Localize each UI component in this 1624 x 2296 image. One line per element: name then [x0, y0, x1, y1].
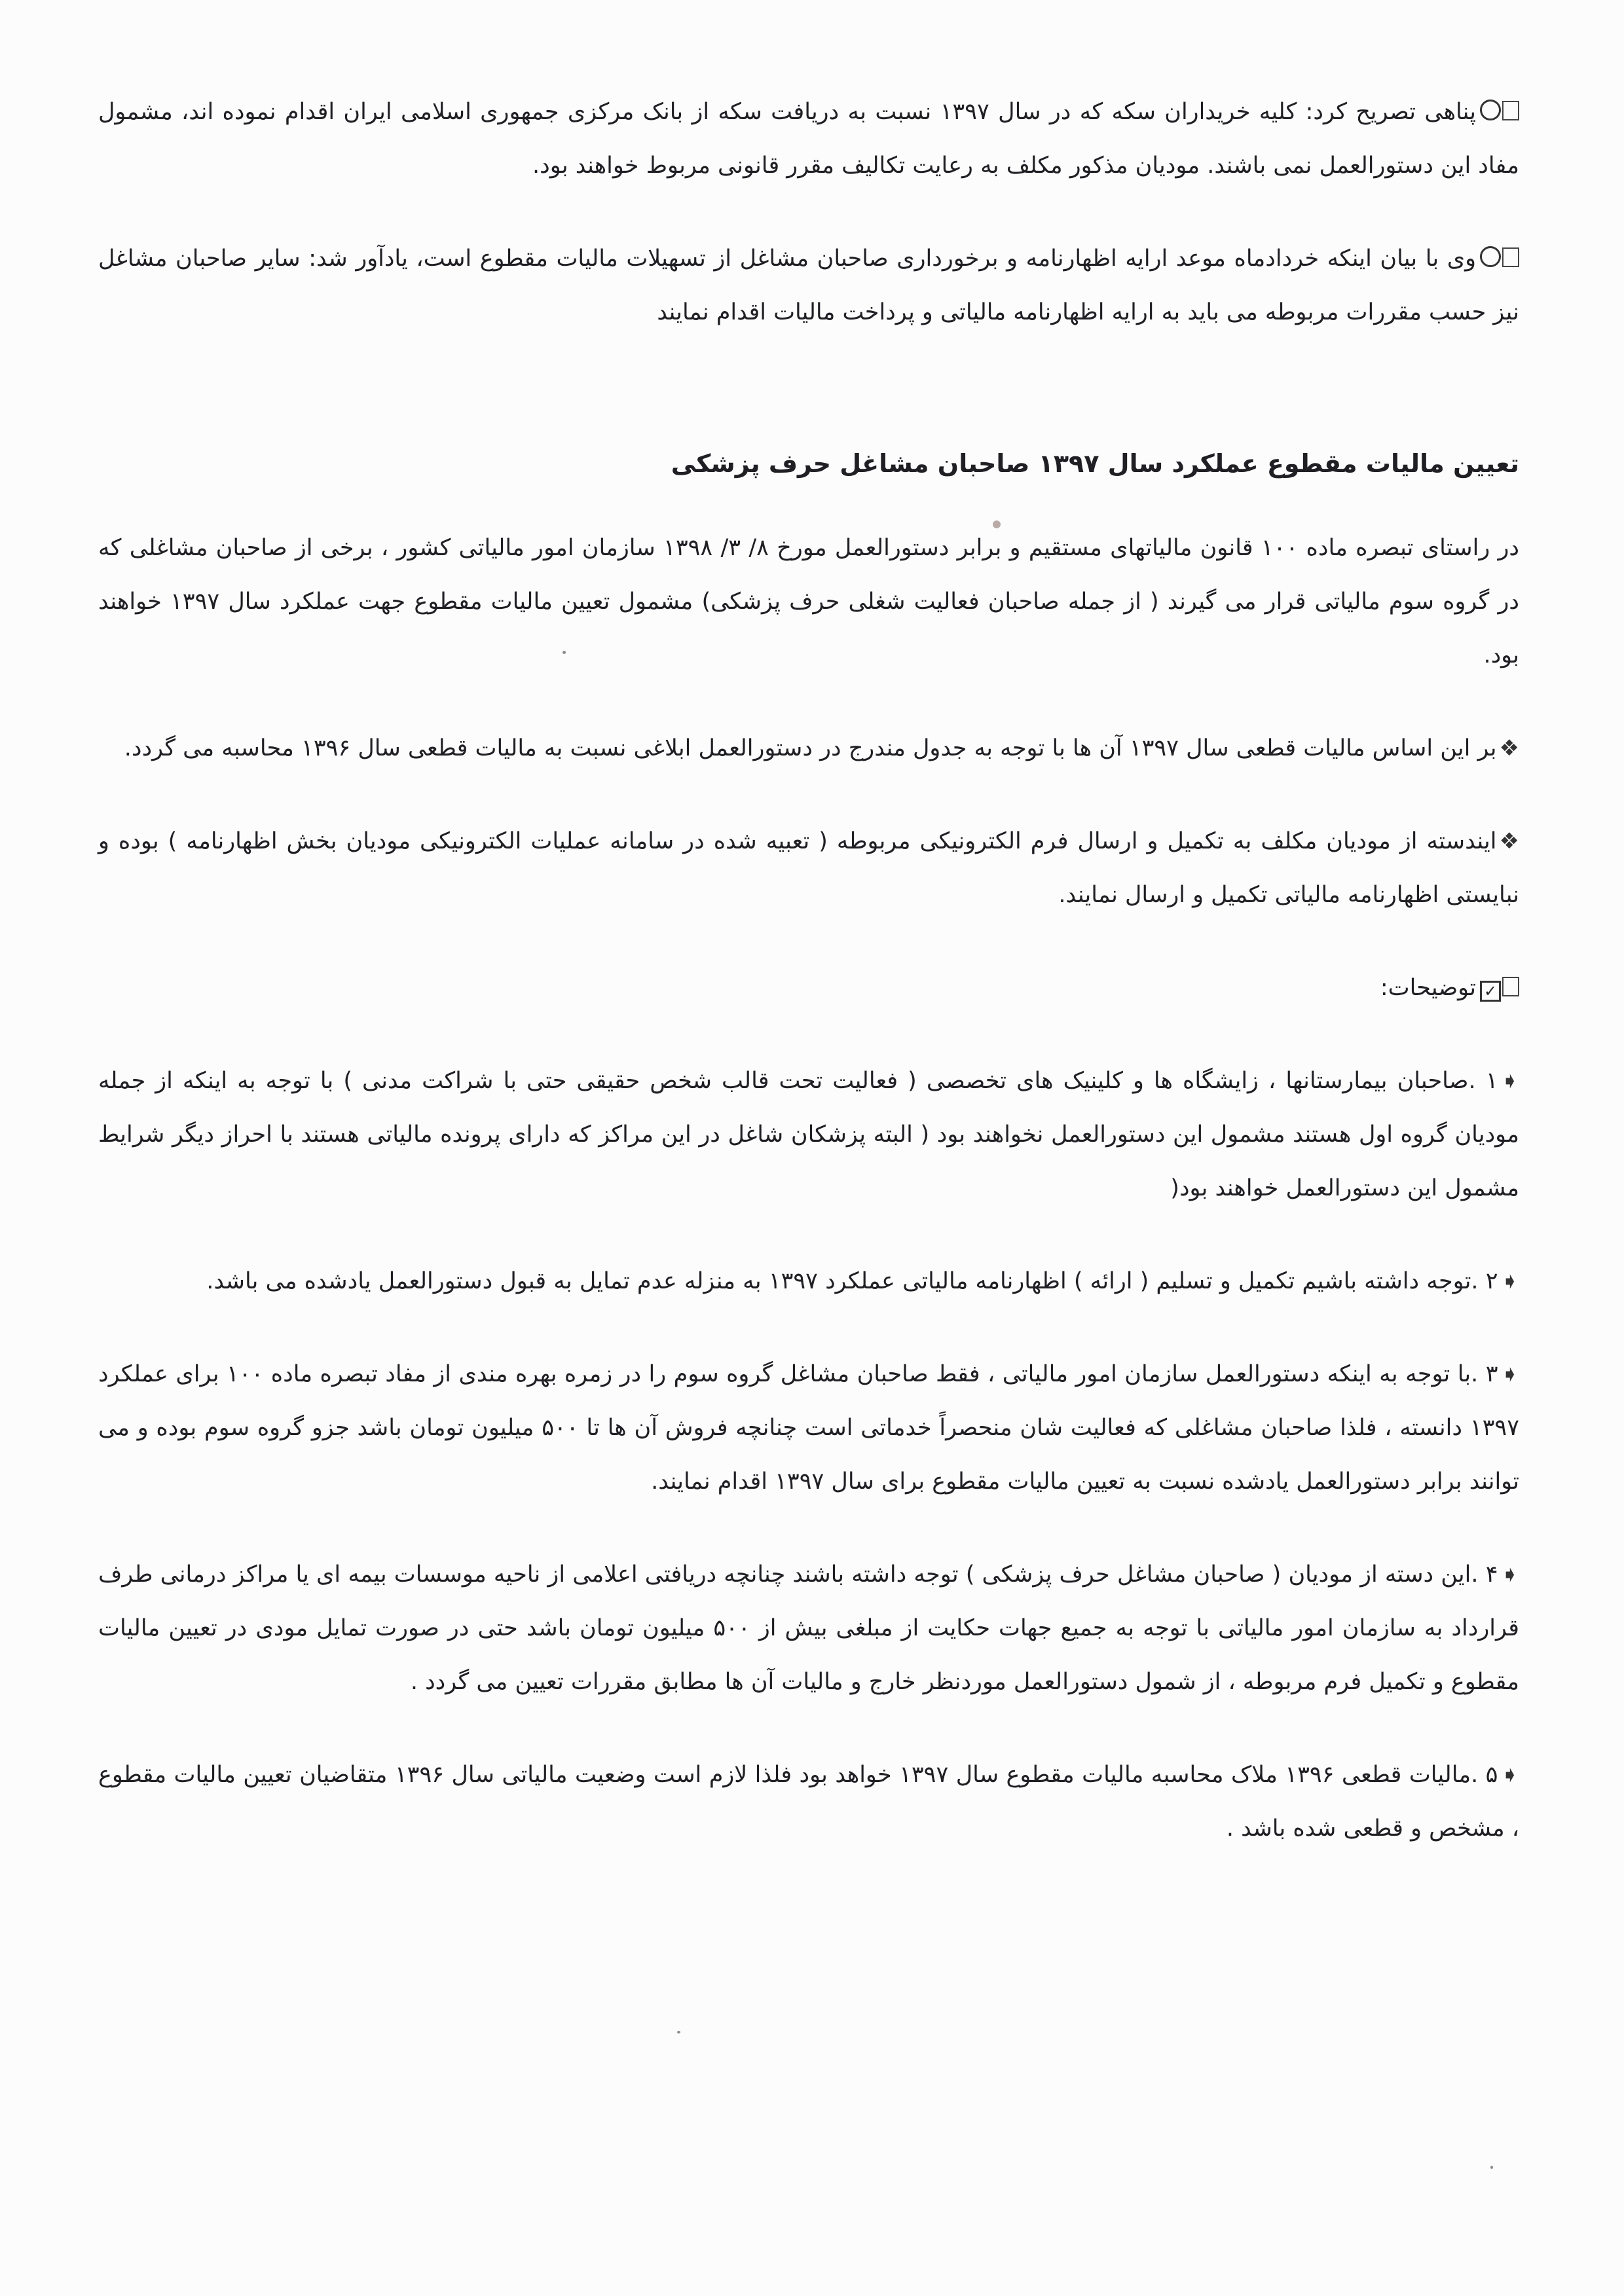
diamond-bullet-icon: ❖ — [1499, 735, 1519, 761]
bullet-marker — [1479, 961, 1519, 1015]
paragraph-deadline: وی با بیان اینکه خردادماه موعد ارایه اظهارنامه و برخورداری صاحبان مشاغل از تسهیلات مالیات مقطوع است، یادآور شد: سایر صاحبان مشاغل نیز حسب مقررات مربوطه می باید به ارایه اظهارنامه مالیاتی و پرداخت مالیات اقدام نمایند — [98, 232, 1519, 339]
note-item-2: ➧۲ .توجه داشته باشیم تکمیل و تسلیم ( ارائه ) اظهارنامه مالیاتی عملکرد ۱۳۹۷ به منزله عدم تمایل به قبول دستورالعمل یادشده می باشد. — [98, 1254, 1519, 1308]
bullet-marker — [1479, 232, 1519, 285]
empty-square-icon — [1502, 247, 1519, 267]
document-page — [98, 85, 1519, 1855]
paragraph-basis: ❖بر این اساس مالیات قطعی سال ۱۳۹۷ آن ها با توجه به جدول مندرج در دستورالعمل ابلاغی نسبت به مالیات قطعی سال ۱۳۹۶ محاسبه می گردد. — [98, 721, 1519, 775]
checked-box-icon: ✓ — [1480, 981, 1501, 1002]
note-item-5: ➧۵ .مالیات قطعی ۱۳۹۶ ملاک محاسبه مالیات مقطوع سال ۱۳۹۷ خواهد بود فلذا لازم است وضعیت مالیاتی سال ۱۳۹۶ متقاضیان تعیین مالیات مقطوع ، مشخص و قطعی شده باشد . — [98, 1748, 1519, 1855]
circle-icon — [1480, 246, 1501, 267]
notes-heading: ✓توضیحات: — [98, 961, 1519, 1015]
scan-speck — [1490, 2166, 1493, 2169]
double-arrow-bullet-icon: ➧ — [1500, 1762, 1519, 1788]
double-arrow-bullet-icon: ➧ — [1500, 1268, 1519, 1294]
double-arrow-bullet-icon: ➧ — [1500, 1068, 1519, 1094]
section-title: تعیین مالیات مقطوع عملکرد سال ۱۳۹۷ صاحبان مشاغل حرف پزشکی — [671, 449, 1519, 478]
empty-square-icon — [1502, 101, 1519, 120]
empty-square-icon — [1502, 977, 1519, 996]
paragraph-intro: در راستای تبصره ماده ۱۰۰ قانون مالیاتهای مستقیم و برابر دستورالعمل مورخ ۸/ ۳/ ۱۳۹۸ سازمان امور مالیاتی کشور ، برخی از صاحبان مشاغلی که در گروه سوم مالیاتی قرار می گیرند ( از جمله صاحبان فعالیت شغلی حرف پزشکی) مشمول تعیین مالیات مقطوع جهت عملکرد سال ۱۳۹۷ خواهند بود. — [98, 535, 1520, 668]
scan-speck — [677, 2031, 680, 2033]
note-item-4: ➧۴ .این دسته از مودیان ( صاحبان مشاغل حرف پزشکی ) توجه داشته باشند چنانچه دریافتی اعلامی از ناحیه موسسات بیمه ای یا مراکز درمانی طرف قرارداد به سازمان امور مالیاتی با توجه به جمیع جهات حکایت از مبلغی بیش از ۵۰۰ میلیون تومان باشد حتی در صورت تمایل مودی در تعیین مالیات مقطوع و تکمیل فرم مربوطه ، از شمول دستورالعمل موردنظر خارج و مالیات آن ها مطابق مقررات تعیین می گردد . — [98, 1548, 1519, 1709]
paragraph-electronic-form: ❖ایندسته از مودیان مکلف به تکمیل و ارسال فرم الکترونیکی مربوطه ( تعبیه شده در سامانه عملیات الکترونیکی مودیان بخش اظهارنامه ) بوده و نبایستی اظهارنامه مالیاتی تکمیل و ارسال نمایند. — [98, 814, 1519, 922]
double-arrow-bullet-icon: ➧ — [1500, 1361, 1519, 1387]
double-arrow-bullet-icon: ➧ — [1500, 1561, 1519, 1588]
note-item-1: ➧۱ .صاحبان بیمارستانها ، زایشگاه ها و کلینیک های تخصصی ( فعالیت تحت قالب شخص حقیقی حتی با شراکت مدنی ) با توجه به اینکه از جمله مودیان گروه اول هستند مشمول این دستورالعمل نخواهند بود ( البته پزشکان شاغل در این مراکز که دارای پرونده مالیاتی هستند با احراز دیگر شرایط مشمول این دستورالعمل خواهند بود( — [98, 1054, 1519, 1215]
diamond-bullet-icon: ❖ — [1499, 828, 1519, 854]
note-item-3: ➧۳ .با توجه به اینکه دستورالعمل سازمان امور مالیاتی ، فقط صاحبان مشاغل گروه سوم را در زمره بهره مندی از مفاد تبصره ماده ۱۰۰ برای عملکرد ۱۳۹۷ دانسته ، فلذا صاحبان مشاغلی که فعالیت شان منحصراً خدماتی است چنانچه فروش آن ها تا ۵۰۰ میلیون تومان باشد جزو گروه سوم بوده و می توانند برابر دستورالعمل یادشده نسبت به تعیین مالیات مقطوع برای سال ۱۳۹۷ اقدام نمایند. — [98, 1347, 1519, 1508]
paragraph-coin-buyers: پناهی تصریح کرد: کلیه خریداران سکه که در سال ۱۳۹۷ نسبت به دریافت سکه از بانک مرکزی جمهوری اسلامی ایران اقدام نموده اند، مشمول مفاد این دستورالعمل نمی باشند. مودیان مذکور مکلف به رعایت تکالیف مقرر قانونی مربوط خواهند بود. — [98, 85, 1519, 192]
bullet-marker — [1479, 85, 1519, 139]
circle-icon — [1480, 100, 1501, 120]
